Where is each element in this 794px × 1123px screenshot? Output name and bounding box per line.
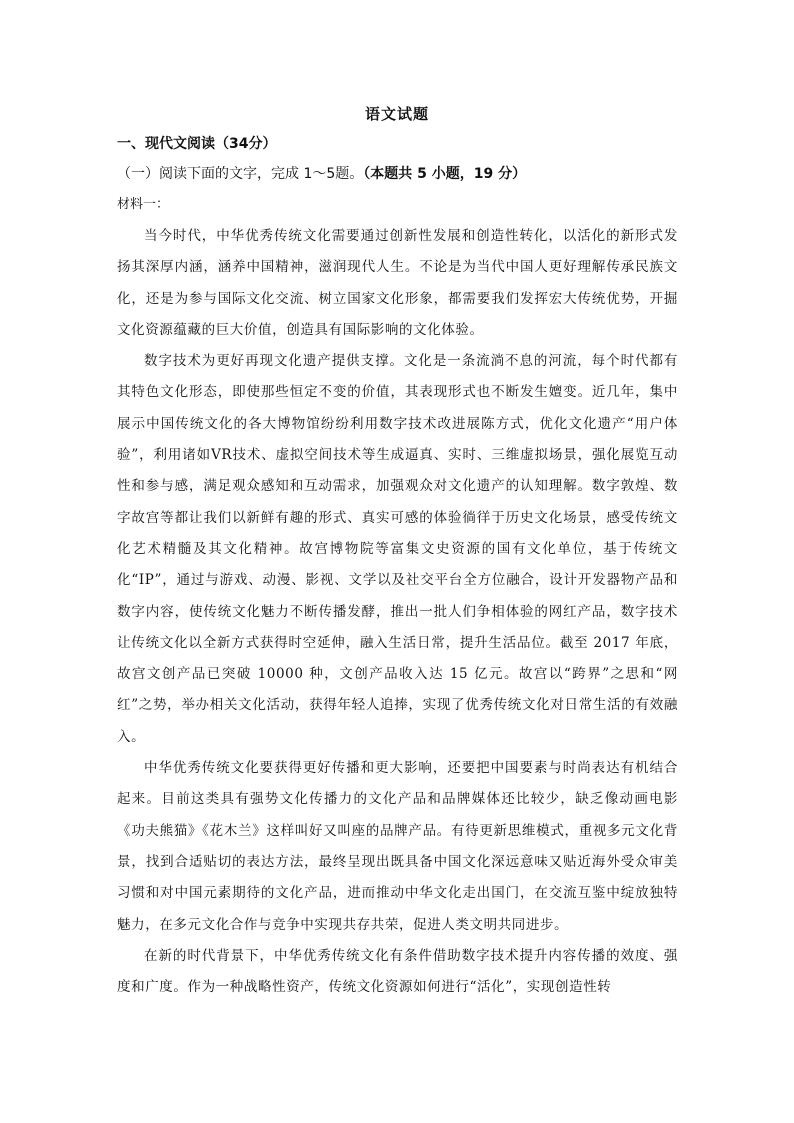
sub-heading-score-note: （本题共 5 小题，19 分）	[363, 166, 527, 182]
sub-heading	[117, 164, 526, 184]
paragraph: 数字技术为更好再现文化遗产提供支撑。文化是一条流淌不息的河流，每个时代都有其特色文化形态，即使那些恒定不变的价值，其表现形式也不断发生嬗变。近几年，集中展示中国传统文化的各大博物馆纷纷利用数字技术改进展陈方式，优化文化遗产“用户体验”，利用诸如VR技术、虚拟空间技术等生成逼真、实时、三维虚拟场景，强化展览互动性和参与感，满足观众感知和互动需求，加强观众对文化遗产的认知理解。数字敦煌、数字故宫等都让我们以新鲜有趣的形式、真实可感的体验徜徉于历史文化场景，感受传统文化艺术精髓及其文化精神。故宫博物院等富集文史资源的国有文化单位，基于传统文化“IP”，通过与游戏、动漫、影视、文学以及社交平台全方位融合，设计开发器物产品和数字内容，使传统文化魅力不断传播发酵，推出一批人们争相体验的网红产品，数字技术让传统文化以全新方式获得时空延伸，融入生活日常，提升生活品位。截至 2017 年底，故宫文创产品已突破 10000 种，文创产品收入达 15 亿元。故宫以“跨界”之思和“网红”之势，举办相关文化活动，获得年轻人追捧，实现了优秀传统文化对日常生活的有效融入。	[117, 353, 678, 745]
material-label: 材料一：	[117, 197, 170, 212]
paragraph: 中华优秀传统文化要获得更好传播和更大影响，还要把中国要素与时尚表达有机结合起来。目前这类具有强势文化传播力的文化产品和品牌媒体还比较少，缺乏像动画电影《功夫熊猫》《花木兰》这样叫好又叫座的品牌产品。有待更新思维模式，重视多元文化背景，找到合适贴切的表达方法，最终呈现出既具备中国文化深远意味又贴近海外受众审美习惯和对中国元素期待的文化产品，进而推动中华文化走出国门，在交流互鉴中绽放独特魅力，在多元文化合作与竞争中实现共存共荣，促进人类文明共同进步。	[117, 760, 678, 933]
reading-passage	[117, 221, 678, 1003]
paragraph: 当今时代，中华优秀传统文化需要通过创新性发展和创造性转化，以活化的新形式发扬其深厚内涵，涵养中国精神，滋润现代人生。不论是为当代中国人更好理解传承民族文化，还是为参与国际文化交流、树立国家文化形象，都需要我们发挥宏大传统优势，开掘文化资源蕴藏的巨大价值，创造具有国际影响的文化体验。	[117, 228, 678, 338]
page-title: 语文试题	[364, 105, 429, 123]
sub-heading-instruction: （一）阅读下面的文字，完成 1～5题。	[117, 166, 364, 182]
section-heading: 一、现代文阅读（34分）	[117, 136, 277, 152]
paragraph: 在新的时代背景下，中华优秀传统文化有条件借助数字技术提升内容传播的效度、强度和广度。作为一种战略性资产，传统文化资源如何进行“活化”，实现创造性转	[117, 947, 678, 996]
